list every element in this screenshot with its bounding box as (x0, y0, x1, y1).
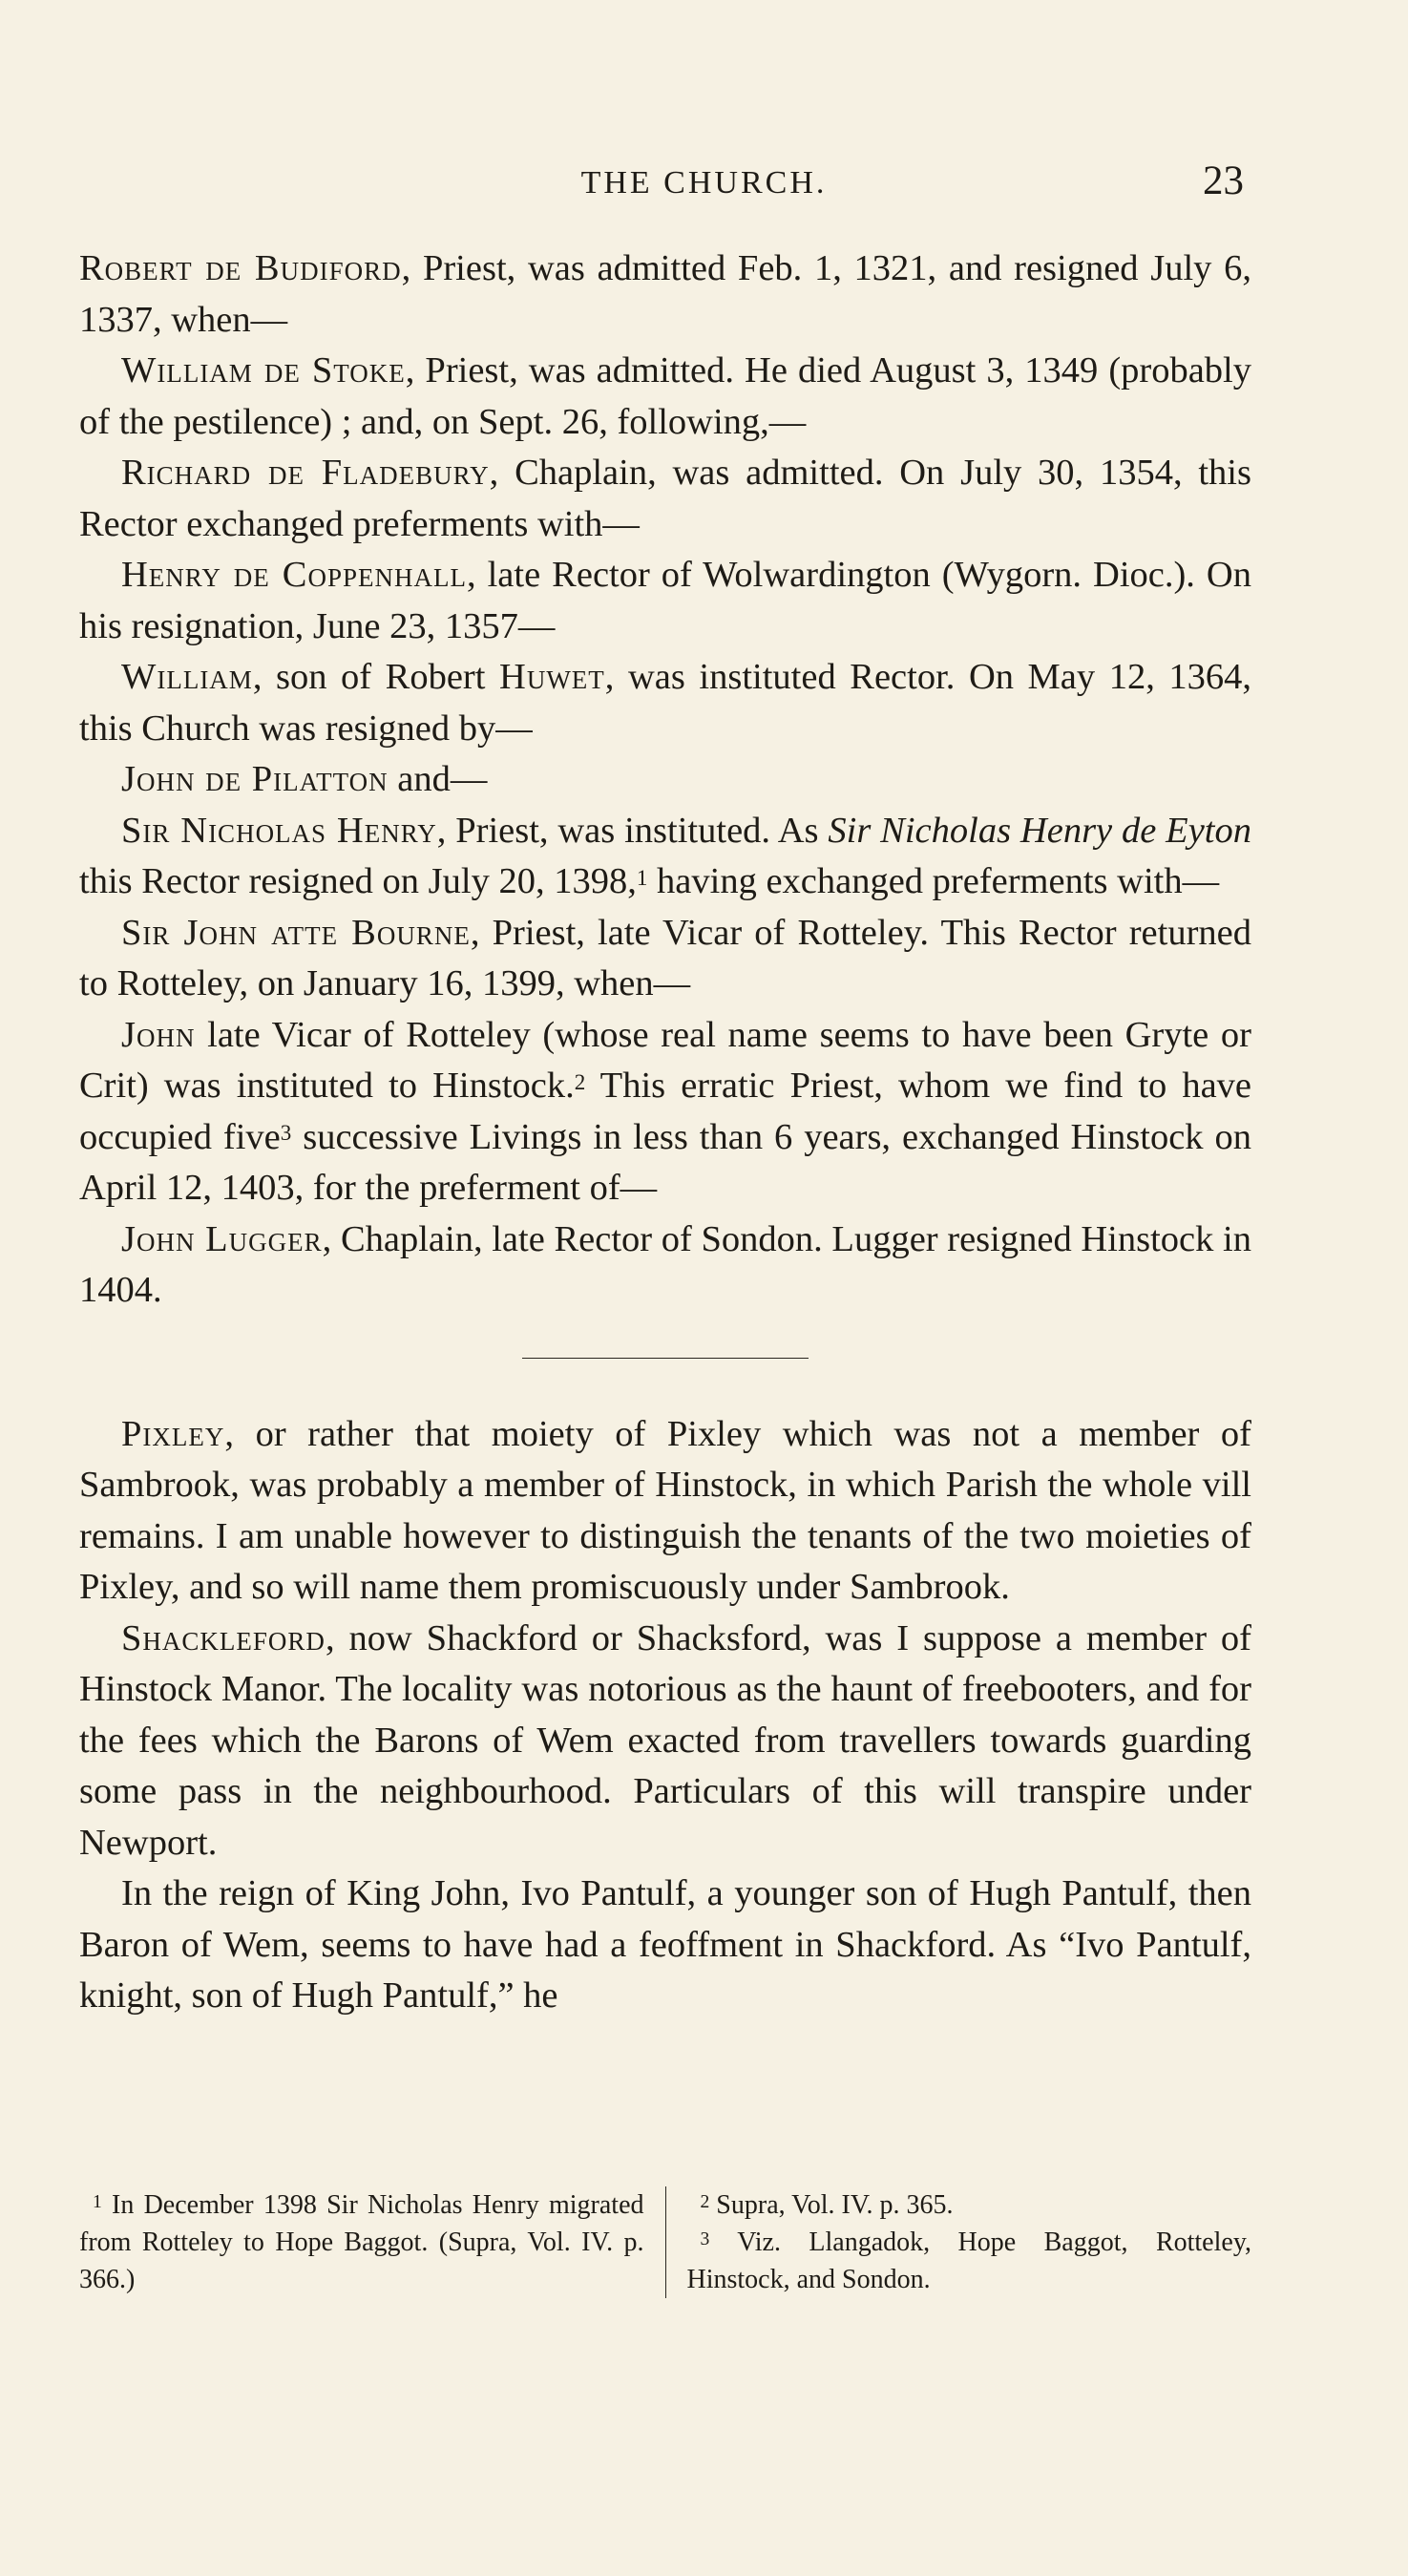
section-divider (522, 1358, 809, 1359)
footnote-number: 1 (93, 2192, 102, 2213)
rector-name: Henry de Coppenhall (121, 555, 467, 595)
paragraph-text: , late Rector of Wolwardington (Wygorn. Dioc.). On his resignation, June 23, 1357— (79, 555, 1251, 646)
footnote-ref: 2 (574, 1068, 586, 1094)
paragraph (79, 550, 1251, 652)
page-header (0, 158, 1408, 215)
footnote (687, 2224, 1252, 2298)
paragraph (79, 908, 1251, 1010)
paragraph-text: This erratic Priest, whom we find to have occupied five (79, 1066, 1252, 1157)
paragraph (79, 1409, 1251, 1614)
paragraph (79, 243, 1251, 346)
footnote-column-right (666, 2186, 1252, 2298)
paragraph (79, 1869, 1251, 2022)
paragraph-text: this Rector resigned on July 20, 1398, (79, 861, 637, 901)
rector-name: Richard de Fladebury (121, 453, 490, 493)
paragraph-text: , or rather that moiety of Pixley which was not a member of Sambrook, was probably a member of Hinstock, in which Parish the whole vill remains. I am unable however to distinguish the tenants of the two moieties of Pixley, and so will name them promiscuously under Sambrook. (79, 1413, 1251, 1607)
paragraph-text: successive Livings in less than 6 years, exchanged Hinstock on April 12, 1403, for the preferment of— (79, 1116, 1251, 1208)
footnote-text: Supra, Vol. IV. p. 365. (709, 2190, 954, 2220)
paragraph-text: , Chaplain, was admitted. On July 30, 1354, this Rector exchanged preferments with— (79, 453, 1251, 544)
paragraph-text: In the reign of King John, Ivo Pantulf, a younger son of Hugh Pantulf, then Baron of Wem, seems to have had a feoffment in Shackford. As “Ivo Pantulf, knight, son of Hugh Pantulf,” he (79, 1873, 1251, 2016)
running-head: THE CHURCH. (580, 165, 828, 201)
person-name: Huwet (499, 657, 605, 697)
paragraph (79, 652, 1251, 754)
footnote-number: 3 (700, 2229, 710, 2250)
paragraph (79, 1214, 1251, 1317)
paragraph-text: , son of Robert (252, 657, 500, 697)
rector-name: William de Stoke (121, 350, 406, 391)
paragraph-text: having exchanged preferments with— (647, 861, 1220, 901)
rector-name: John Lugger (121, 1218, 323, 1259)
page-number: 23 (1203, 158, 1244, 203)
paragraph (79, 1614, 1251, 1869)
footnote-number: 2 (700, 2192, 710, 2213)
rector-name: John (121, 1014, 196, 1055)
paragraph (79, 346, 1251, 448)
rector-name: William (121, 657, 253, 697)
footnote-column-left (79, 2186, 666, 2298)
place-name: Pixley (121, 1413, 225, 1454)
footnote (79, 2186, 644, 2298)
rector-name: Sir John atte Bourne (121, 912, 471, 953)
footnote-text: Viz. Llangadok, Hope Baggot, Rotteley, Hinstock, and Sondon. (686, 2228, 1251, 2294)
footnote (687, 2186, 1252, 2224)
rector-name: John de Pilatton (121, 759, 389, 799)
paragraph-text: , Priest, was instituted. As (436, 810, 829, 851)
main-text (79, 243, 1251, 2022)
footnotes (79, 2186, 1251, 2298)
place-name: Shackleford (121, 1617, 326, 1658)
paragraph-text: late Vicar of Rotteley (whose real name seems to have been Gryte or Crit) was instituted to Hinstock. (79, 1014, 1251, 1106)
paragraph-text: , Priest, was admitted. He died August 3, 1349 (probably of the pestilence) ; and, on Sept. 26, following,— (79, 350, 1251, 442)
paragraph (79, 806, 1251, 908)
footnote-text: In December 1398 Sir Nicholas Henry migrated from Rotteley to Hope Baggot. (Supra, Vol. IV. p. 366.) (79, 2190, 644, 2294)
paragraph-text: , was instituted Rector. On May 12, 1364, this Church was resigned by— (79, 657, 1251, 749)
paragraph-text: , Priest, late Vicar of Rotteley. This Rector returned to Rotteley, on January 16, 1399, when— (79, 912, 1251, 1003)
italic-name: Sir Nicholas Henry de Eyton (828, 810, 1251, 851)
paragraph-text: , Priest, was admitted Feb. 1, 1321, and resigned July 6, 1337, when— (79, 248, 1251, 340)
rector-name: Robert de Budiford (79, 248, 402, 288)
paragraph-text: , Chaplain, late Rector of Sondon. Lugger resigned Hinstock in 1404. (79, 1218, 1251, 1310)
footnote-ref: 3 (280, 1120, 292, 1146)
paragraph-text: , now Shackford or Shacksford, was I suppose a member of Hinstock Manor. The locality was notorious as the haunt of freebooters, and for the fees which the Barons of Wem exacted from travellers towards guarding some pass in the neighbourhood. Particulars of this will transpire under Newport. (79, 1617, 1251, 1863)
paragraph (79, 448, 1251, 550)
paragraph (79, 754, 1251, 806)
footnote-ref: 1 (636, 864, 648, 890)
rector-name: Sir Nicholas Henry (121, 810, 437, 851)
paragraph-text: and— (388, 759, 488, 799)
paragraph (79, 1010, 1251, 1214)
